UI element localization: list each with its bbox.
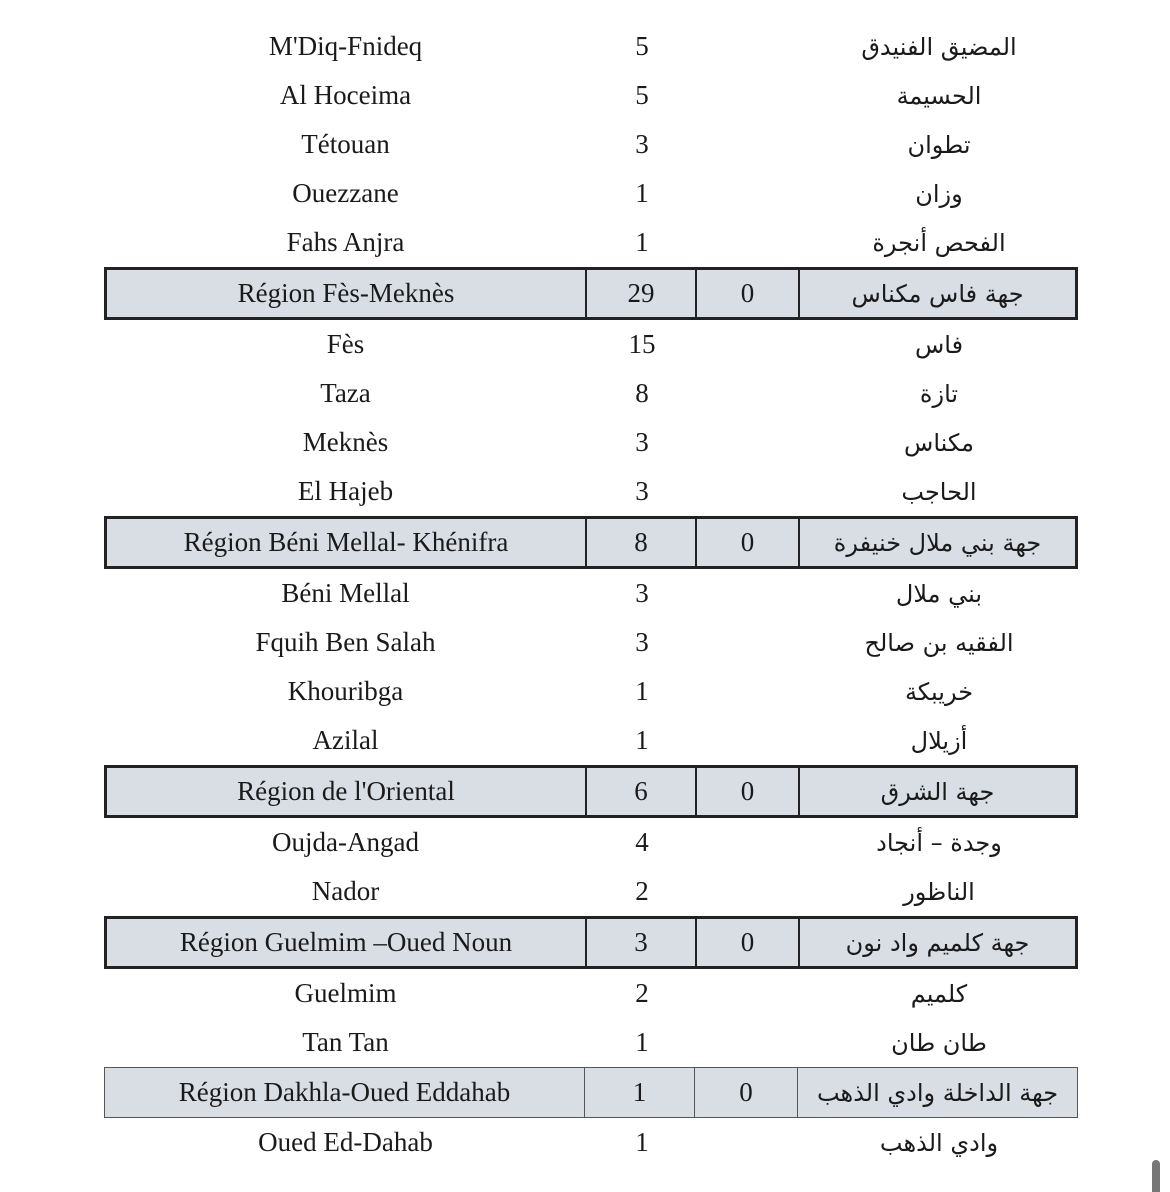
- city-row: [104, 618, 1078, 667]
- name-ar: طان طان: [891, 1028, 987, 1057]
- name-ar: بني ملال: [895, 579, 983, 608]
- name-ar: خريبكة: [904, 677, 974, 706]
- case-count: 3: [635, 129, 649, 159]
- city-row: [104, 320, 1078, 369]
- name-fr: Région Fès-Meknès: [107, 270, 587, 317]
- zero-count: [697, 1118, 800, 1167]
- city-row: [104, 867, 1078, 916]
- city-row: [104, 667, 1078, 716]
- name-ar: جهة الشرق: [880, 777, 995, 806]
- zero-count: 0: [697, 270, 800, 317]
- case-count: 8: [587, 519, 697, 566]
- case-count: 5: [635, 31, 649, 61]
- name-ar: جهة بني ملال خنيفرة: [833, 528, 1042, 557]
- zero-count: [697, 218, 800, 267]
- city-row: [104, 22, 1078, 71]
- name-fr: Région Guelmim –Oued Noun: [107, 919, 587, 966]
- case-count: 29: [587, 270, 697, 317]
- name-ar: مكناس: [904, 428, 974, 457]
- name-ar: جهة الداخلة وادي الذهب: [816, 1078, 1059, 1107]
- name-ar: تازة: [919, 379, 959, 408]
- case-count: 1: [635, 227, 649, 257]
- case-count: 3: [635, 578, 649, 608]
- zero-count: [697, 1018, 800, 1067]
- name-ar: كلميم: [910, 979, 968, 1008]
- city-row: [104, 969, 1078, 1018]
- name-fr: Al Hoceima: [279, 80, 412, 110]
- name-fr: Région Dakhla-Oued Eddahab: [105, 1068, 585, 1117]
- name-ar: الفحص أنجرة: [872, 228, 1006, 257]
- zero-count: [697, 818, 800, 867]
- zero-count: 0: [697, 768, 800, 815]
- city-row: [104, 369, 1078, 418]
- city-row: [104, 1118, 1078, 1167]
- region-row: [104, 267, 1078, 320]
- case-count: 2: [635, 876, 649, 906]
- case-count: 1: [635, 1027, 649, 1057]
- name-fr: Azilal: [312, 725, 379, 755]
- name-ar: وجدة – أنجاد: [876, 828, 1002, 857]
- name-fr: Guelmim: [294, 978, 397, 1008]
- name-fr: Nador: [311, 876, 380, 906]
- case-count: 1: [635, 178, 649, 208]
- case-count: 3: [635, 427, 649, 457]
- region-row: [104, 1067, 1078, 1118]
- name-ar: أزيلال: [910, 726, 968, 755]
- name-ar: الحاجب: [901, 477, 977, 506]
- name-fr: Tétouan: [301, 129, 390, 159]
- name-ar: الفقيه بن صالح: [864, 628, 1014, 657]
- scrollbar-thumb[interactable]: [1152, 1160, 1160, 1192]
- name-fr: Khouribga: [287, 676, 404, 706]
- case-count: 3: [635, 476, 649, 506]
- name-ar: الناظور: [903, 877, 975, 906]
- case-count: 2: [635, 978, 649, 1008]
- zero-count: [697, 569, 800, 618]
- zero-count: [697, 667, 800, 716]
- name-fr: M'Diq-Fnideq: [268, 31, 423, 61]
- case-count: 8: [635, 378, 649, 408]
- zero-count: [697, 969, 800, 1018]
- case-count: 5: [635, 80, 649, 110]
- zero-count: [697, 22, 800, 71]
- zero-count: [697, 71, 800, 120]
- zero-count: [697, 120, 800, 169]
- name-ar: وادي الذهب: [879, 1128, 999, 1157]
- name-ar: المضيق الفنيدق: [861, 32, 1017, 61]
- name-fr: Tan Tan: [302, 1027, 389, 1057]
- zero-count: 0: [695, 1068, 798, 1117]
- name-fr: Béni Mellal: [281, 578, 410, 608]
- case-count: 1: [585, 1068, 695, 1117]
- name-fr: El Hajeb: [297, 476, 394, 506]
- name-fr: Fquih Ben Salah: [255, 627, 436, 657]
- case-count: 1: [635, 725, 649, 755]
- case-count: 1: [635, 1127, 649, 1157]
- city-row: [104, 1018, 1078, 1067]
- name-fr: Meknès: [302, 427, 389, 457]
- name-fr: Région de l'Oriental: [107, 768, 587, 815]
- city-row: [104, 169, 1078, 218]
- case-count: 3: [587, 919, 697, 966]
- cases-table: [104, 22, 1078, 1167]
- name-fr: Oujda-Angad: [272, 827, 419, 857]
- name-fr: Région Béni Mellal- Khénifra: [107, 519, 587, 566]
- name-ar: فاس: [914, 330, 964, 359]
- name-fr: Fahs Anjra: [286, 227, 405, 257]
- zero-count: [697, 618, 800, 667]
- city-row: [104, 716, 1078, 765]
- name-fr: Ouezzane: [292, 178, 399, 208]
- name-ar: جهة كلميم واد نون: [845, 928, 1030, 957]
- name-fr: Oued Ed-Dahab: [258, 1127, 433, 1157]
- city-row: [104, 218, 1078, 267]
- zero-count: 0: [697, 919, 800, 966]
- case-count: 4: [635, 827, 649, 857]
- name-ar: تطوان: [907, 130, 971, 159]
- region-row: [104, 765, 1078, 818]
- case-count: 1: [635, 676, 649, 706]
- zero-count: [697, 867, 800, 916]
- case-count: 3: [635, 627, 649, 657]
- city-row: [104, 120, 1078, 169]
- city-row: [104, 467, 1078, 516]
- city-row: [104, 418, 1078, 467]
- zero-count: [697, 716, 800, 765]
- zero-count: [697, 467, 800, 516]
- case-count: 6: [587, 768, 697, 815]
- name-ar: وزان: [915, 179, 963, 208]
- zero-count: [697, 369, 800, 418]
- zero-count: [697, 169, 800, 218]
- name-fr: Fès: [326, 329, 365, 359]
- zero-count: 0: [697, 519, 800, 566]
- region-row: [104, 916, 1078, 969]
- city-row: [104, 569, 1078, 618]
- name-ar: الحسيمة: [896, 81, 982, 110]
- city-row: [104, 71, 1078, 120]
- case-count: 15: [628, 329, 656, 359]
- zero-count: [697, 418, 800, 467]
- zero-count: [697, 320, 800, 369]
- region-row: [104, 516, 1078, 569]
- name-fr: Taza: [320, 378, 371, 408]
- city-row: [104, 818, 1078, 867]
- name-ar: جهة فاس مكناس: [851, 279, 1024, 308]
